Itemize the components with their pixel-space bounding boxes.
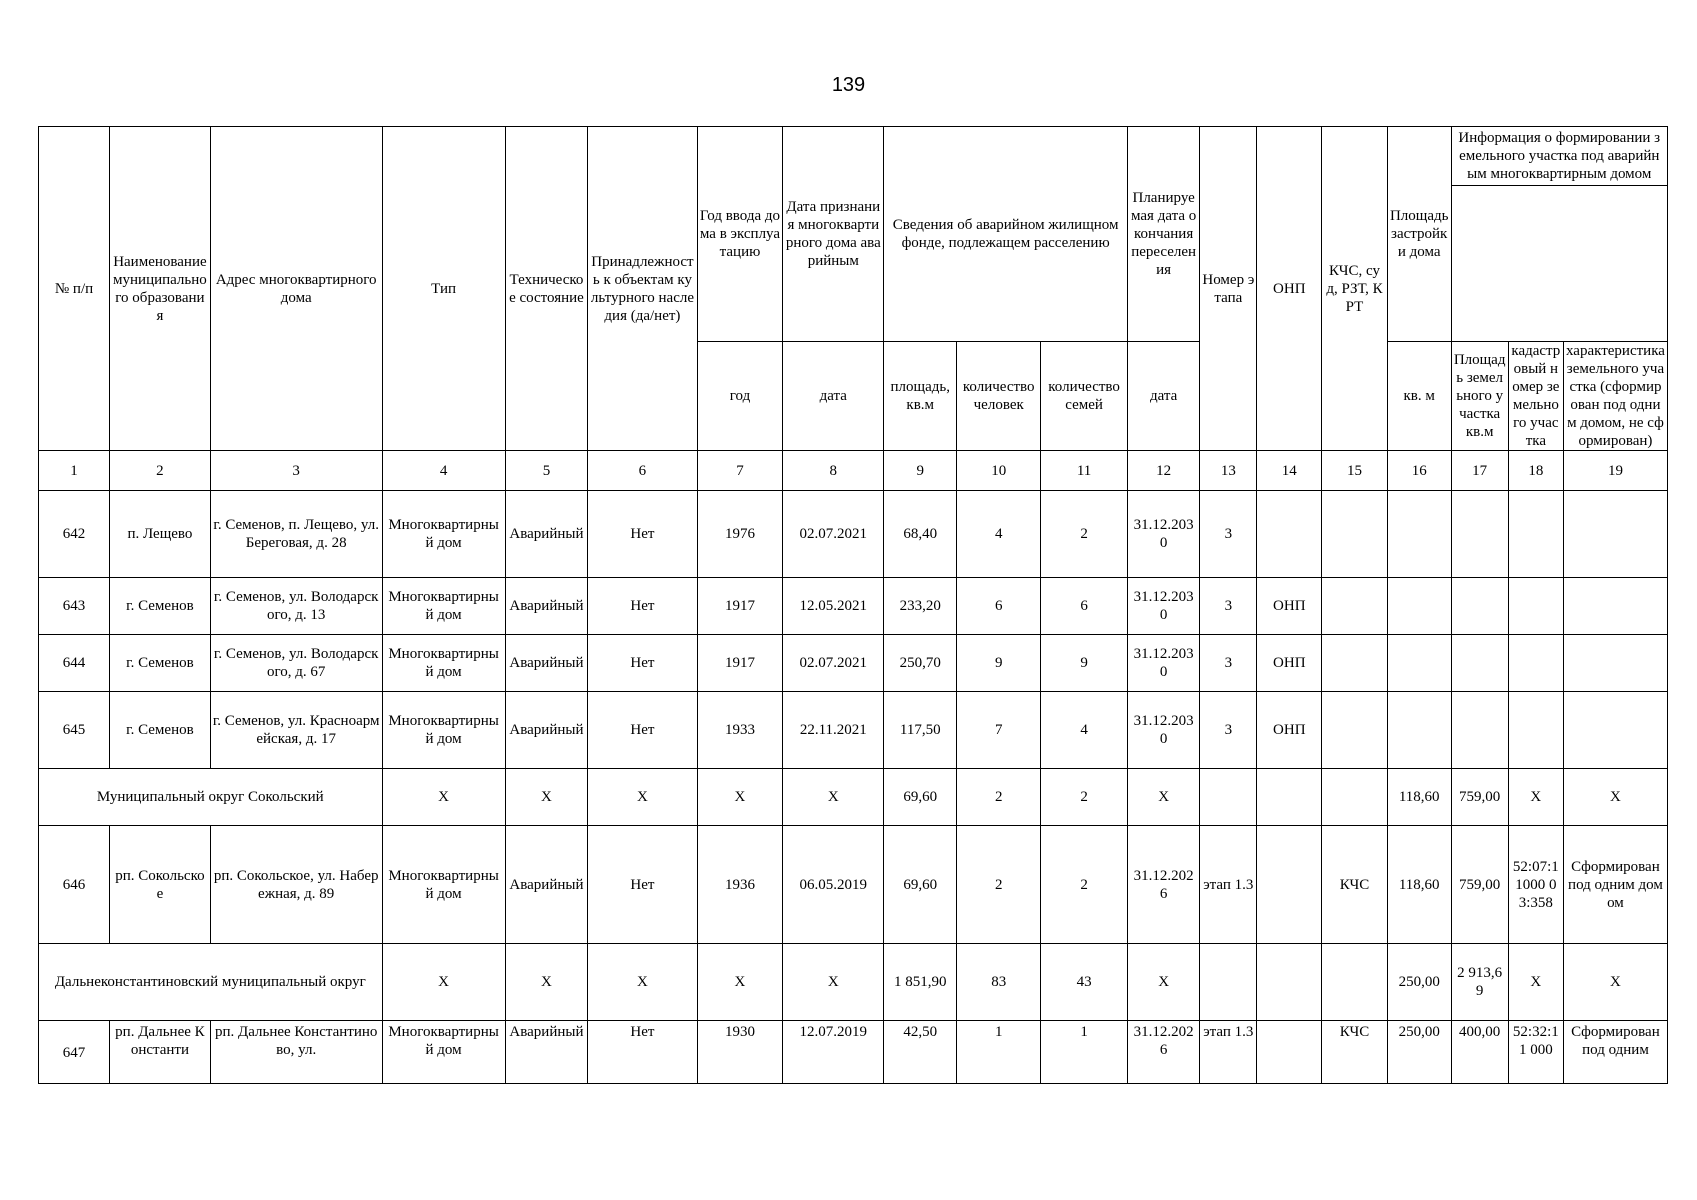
cell-kchs: КЧС: [1322, 1021, 1388, 1084]
col-number: 11: [1041, 451, 1128, 491]
summary-row: [39, 769, 1668, 826]
summary-kchs: [1322, 769, 1388, 826]
summary-name: Дальнеконстантиновский муниципальный округ: [39, 944, 383, 1021]
cell-year: 1917: [697, 635, 783, 692]
col-number: 8: [783, 451, 884, 491]
cell-stage: 3: [1200, 635, 1257, 692]
header-heritage: Принадлежность к объектам культурного наследия (да/нет): [588, 127, 697, 451]
header-land-info-group: [1451, 127, 1667, 342]
header-land-char: характеристика земельного участка (сформирован под одним домом, не сформирован): [1563, 342, 1667, 451]
cell-municipality: г. Семенов: [110, 578, 211, 635]
cell-stage: этап 1.3: [1200, 826, 1257, 944]
cell-municipality: п. Лещево: [110, 491, 211, 578]
cell-heritage: Нет: [588, 578, 697, 635]
summary-planned: X: [1128, 944, 1200, 1021]
cell-address: рп. Дальнее Константиново, ул.: [210, 1021, 382, 1084]
summary-state: X: [505, 944, 588, 1021]
cell-state: Аварийный: [505, 1021, 588, 1084]
summary-heritage: X: [588, 944, 697, 1021]
cell-heritage: Нет: [588, 692, 697, 769]
summary-type: X: [382, 944, 505, 1021]
cell-address: г. Семенов, ул. Володарского, д. 13: [210, 578, 382, 635]
summary-land-area: 759,00: [1451, 769, 1508, 826]
cell-land-char: [1563, 635, 1667, 692]
cell-planned: 31.12.2030: [1128, 578, 1200, 635]
cell-area: 233,20: [884, 578, 957, 635]
cell-building-area: [1387, 578, 1451, 635]
cell-address: рп. Сокольское, ул. Набережная, д. 89: [210, 826, 382, 944]
cell-stage: 3: [1200, 491, 1257, 578]
header-onp: ОНП: [1257, 127, 1322, 451]
cell-kchs: [1322, 578, 1388, 635]
col-number: 19: [1563, 451, 1667, 491]
cell-land-area: [1451, 635, 1508, 692]
header-date-recognized: Дата признания многоквартирного дома аварийным: [783, 127, 884, 342]
col-number: 14: [1257, 451, 1322, 491]
cell-people: 1: [957, 1021, 1041, 1084]
cell-state: Аварийный: [505, 826, 588, 944]
header-area-sqm: площадь, кв.м: [884, 342, 957, 451]
header-fund-info: Сведения об аварийном жилищном фонде, подлежащем расселению: [884, 127, 1128, 342]
cell-kchs: [1322, 635, 1388, 692]
emergency-housing-table: [38, 126, 1668, 1084]
cell-families: 6: [1041, 578, 1128, 635]
cell-num: 643: [39, 578, 110, 635]
summary-name: Муниципальный округ Сокольский: [39, 769, 383, 826]
table-row: [39, 826, 1668, 944]
table-row: [39, 578, 1668, 635]
header-families: количество семей: [1041, 342, 1128, 451]
cell-onp: ОНП: [1257, 635, 1322, 692]
cell-date: 12.07.2019: [783, 1021, 884, 1084]
cell-address: г. Семенов, п. Лещево, ул. Береговая, д. 28: [210, 491, 382, 578]
cell-state: Аварийный: [505, 491, 588, 578]
cell-heritage: Нет: [588, 1021, 697, 1084]
summary-cadastral: X: [1508, 769, 1563, 826]
col-number: 5: [505, 451, 588, 491]
summary-people: 83: [957, 944, 1041, 1021]
summary-type: X: [382, 769, 505, 826]
cell-year: 1917: [697, 578, 783, 635]
summary-land-char: X: [1563, 769, 1667, 826]
header-row-upper: [39, 127, 1668, 342]
cell-year: 1936: [697, 826, 783, 944]
cell-area: 117,50: [884, 692, 957, 769]
cell-land-area: 400,00: [1451, 1021, 1508, 1084]
cell-planned: 31.12.2030: [1128, 692, 1200, 769]
cell-land-char: Сформирован под одним домом: [1563, 826, 1667, 944]
page-number: 139: [831, 74, 866, 96]
summary-land-area: 2 913,69: [1451, 944, 1508, 1021]
cell-date: 02.07.2021: [783, 491, 884, 578]
cell-land-char: Сформирован под одним: [1563, 1021, 1667, 1084]
cell-area: 42,50: [884, 1021, 957, 1084]
cell-building-area: [1387, 491, 1451, 578]
cell-planned: 31.12.2026: [1128, 1021, 1200, 1084]
cell-type: Многоквартирный дом: [382, 1021, 505, 1084]
col-number: 17: [1451, 451, 1508, 491]
cell-land-char: [1563, 491, 1667, 578]
col-number: 2: [110, 451, 211, 491]
cell-stage: этап 1.3: [1200, 1021, 1257, 1084]
cell-municipality: рп. Дальнее Константи: [110, 1021, 211, 1084]
table-row: [39, 635, 1668, 692]
cell-area: 69,60: [884, 826, 957, 944]
summary-area: 1 851,90: [884, 944, 957, 1021]
cell-onp: [1257, 491, 1322, 578]
summary-stage: [1200, 769, 1257, 826]
col-number: 10: [957, 451, 1041, 491]
cell-municipality: г. Семенов: [110, 635, 211, 692]
header-municipality: Наименование муниципального образования: [110, 127, 211, 451]
header-people: количество человек: [957, 342, 1041, 451]
cell-land-area: [1451, 578, 1508, 635]
cell-cadastral: 52:32:11 000: [1508, 1021, 1563, 1084]
cell-building-area: [1387, 692, 1451, 769]
cell-people: 2: [957, 826, 1041, 944]
cell-date: 22.11.2021: [783, 692, 884, 769]
header-date2: дата: [1128, 342, 1200, 451]
table-row: [39, 1021, 1668, 1084]
cell-people: 4: [957, 491, 1041, 578]
header-kchs: КЧС, суд, РЗТ, КРТ: [1322, 127, 1388, 451]
cell-kchs: [1322, 491, 1388, 578]
cell-num: 646: [39, 826, 110, 944]
cell-date: 02.07.2021: [783, 635, 884, 692]
cell-cadastral: [1508, 491, 1563, 578]
table-row: [39, 692, 1668, 769]
header-date: дата: [783, 342, 884, 451]
cell-families: 4: [1041, 692, 1128, 769]
summary-planned: X: [1128, 769, 1200, 826]
cell-building-area: 250,00: [1387, 1021, 1451, 1084]
col-number: 16: [1387, 451, 1451, 491]
cell-building-area: [1387, 635, 1451, 692]
cell-families: 9: [1041, 635, 1128, 692]
cell-num: 645: [39, 692, 110, 769]
cell-area: 250,70: [884, 635, 957, 692]
cell-stage: 3: [1200, 578, 1257, 635]
cell-year: 1930: [697, 1021, 783, 1084]
cell-heritage: Нет: [588, 635, 697, 692]
summary-heritage: X: [588, 769, 697, 826]
col-number: 18: [1508, 451, 1563, 491]
summary-area: 69,60: [884, 769, 957, 826]
header-planned-end: Планируемая дата окончания переселения: [1128, 127, 1200, 342]
cell-kchs: КЧС: [1322, 826, 1388, 944]
cell-families: 1: [1041, 1021, 1128, 1084]
summary-year: X: [697, 944, 783, 1021]
cell-heritage: Нет: [588, 491, 697, 578]
cell-cadastral: [1508, 635, 1563, 692]
cell-land-area: [1451, 491, 1508, 578]
column-number-row: [39, 451, 1668, 491]
cell-num: 647: [39, 1021, 110, 1084]
summary-families: 43: [1041, 944, 1128, 1021]
cell-people: 7: [957, 692, 1041, 769]
header-cadastral: кадастровый номер земельного участка: [1508, 342, 1563, 451]
col-number: 1: [39, 451, 110, 491]
summary-families: 2: [1041, 769, 1128, 826]
header-land-area-unit: [1451, 342, 1508, 451]
cell-planned: 31.12.2026: [1128, 826, 1200, 944]
cell-type: Многоквартирный дом: [382, 578, 505, 635]
summary-date: X: [783, 944, 884, 1021]
cell-onp: ОНП: [1257, 578, 1322, 635]
col-number: 13: [1200, 451, 1257, 491]
header-unit-building: кв. м: [1387, 342, 1451, 451]
cell-cadastral: [1508, 692, 1563, 769]
cell-address: г. Семенов, ул. Красноармейская, д. 17: [210, 692, 382, 769]
cell-onp: [1257, 826, 1322, 944]
col-number: 7: [697, 451, 783, 491]
cell-date: 12.05.2021: [783, 578, 884, 635]
cell-municipality: рп. Сокольское: [110, 826, 211, 944]
cell-onp: [1257, 1021, 1322, 1084]
header-land-info: Информация о формировании земельного участка под аварийным многоквартирным домом: [1452, 127, 1667, 186]
header-year-intro: Год ввода дома в эксплуатацию: [697, 127, 783, 342]
summary-row: [39, 944, 1668, 1021]
cell-cadastral: 52:07:11000 03:358: [1508, 826, 1563, 944]
summary-people: 2: [957, 769, 1041, 826]
cell-land-area: 759,00: [1451, 826, 1508, 944]
cell-kchs: [1322, 692, 1388, 769]
cell-state: Аварийный: [505, 578, 588, 635]
cell-type: Многоквартирный дом: [382, 491, 505, 578]
col-number: 3: [210, 451, 382, 491]
cell-planned: 31.12.2030: [1128, 635, 1200, 692]
cell-land-char: [1563, 692, 1667, 769]
summary-kchs: [1322, 944, 1388, 1021]
summary-building-area: 118,60: [1387, 769, 1451, 826]
header-tech-state: Техническое состояние: [505, 127, 588, 451]
cell-land-char: [1563, 578, 1667, 635]
summary-onp: [1257, 769, 1322, 826]
cell-type: Многоквартирный дом: [382, 692, 505, 769]
cell-cadastral: [1508, 578, 1563, 635]
cell-people: 6: [957, 578, 1041, 635]
cell-num: 642: [39, 491, 110, 578]
cell-onp: ОНП: [1257, 692, 1322, 769]
col-number: 9: [884, 451, 957, 491]
cell-year: 1976: [697, 491, 783, 578]
cell-stage: 3: [1200, 692, 1257, 769]
cell-building-area: 118,60: [1387, 826, 1451, 944]
summary-building-area: 250,00: [1387, 944, 1451, 1021]
table-row: [39, 491, 1668, 578]
header-year: год: [697, 342, 783, 451]
cell-families: 2: [1041, 826, 1128, 944]
cell-year: 1933: [697, 692, 783, 769]
header-building-area: Площадь застройки дома: [1387, 127, 1451, 342]
cell-address: г. Семенов, ул. Володарского, д. 67: [210, 635, 382, 692]
col-number: 12: [1128, 451, 1200, 491]
cell-heritage: Нет: [588, 826, 697, 944]
cell-state: Аварийный: [505, 692, 588, 769]
summary-year: X: [697, 769, 783, 826]
header-address: Адрес многоквартирного дома: [210, 127, 382, 451]
summary-stage: [1200, 944, 1257, 1021]
cell-land-area: [1451, 692, 1508, 769]
cell-planned: 31.12.2030: [1128, 491, 1200, 578]
col-number: 4: [382, 451, 505, 491]
cell-area: 68,40: [884, 491, 957, 578]
header-type: Тип: [382, 127, 505, 451]
cell-date: 06.05.2019: [783, 826, 884, 944]
col-number: 6: [588, 451, 697, 491]
cell-num: 644: [39, 635, 110, 692]
col-number: 15: [1322, 451, 1388, 491]
cell-people: 9: [957, 635, 1041, 692]
summary-cadastral: X: [1508, 944, 1563, 1021]
cell-municipality: г. Семенов: [110, 692, 211, 769]
summary-date: X: [783, 769, 884, 826]
cell-families: 2: [1041, 491, 1128, 578]
cell-type: Многоквартирный дом: [382, 635, 505, 692]
header-num: № п/п: [39, 127, 110, 451]
header-stage: Номер этапа: [1200, 127, 1257, 451]
summary-onp: [1257, 944, 1322, 1021]
summary-state: X: [505, 769, 588, 826]
cell-state: Аварийный: [505, 635, 588, 692]
summary-land-char: X: [1563, 944, 1667, 1021]
header-unit-land: кв.м: [1465, 424, 1494, 440]
header-land-area: Площадь земельного участка: [1453, 352, 1506, 422]
cell-type: Многоквартирный дом: [382, 826, 505, 944]
